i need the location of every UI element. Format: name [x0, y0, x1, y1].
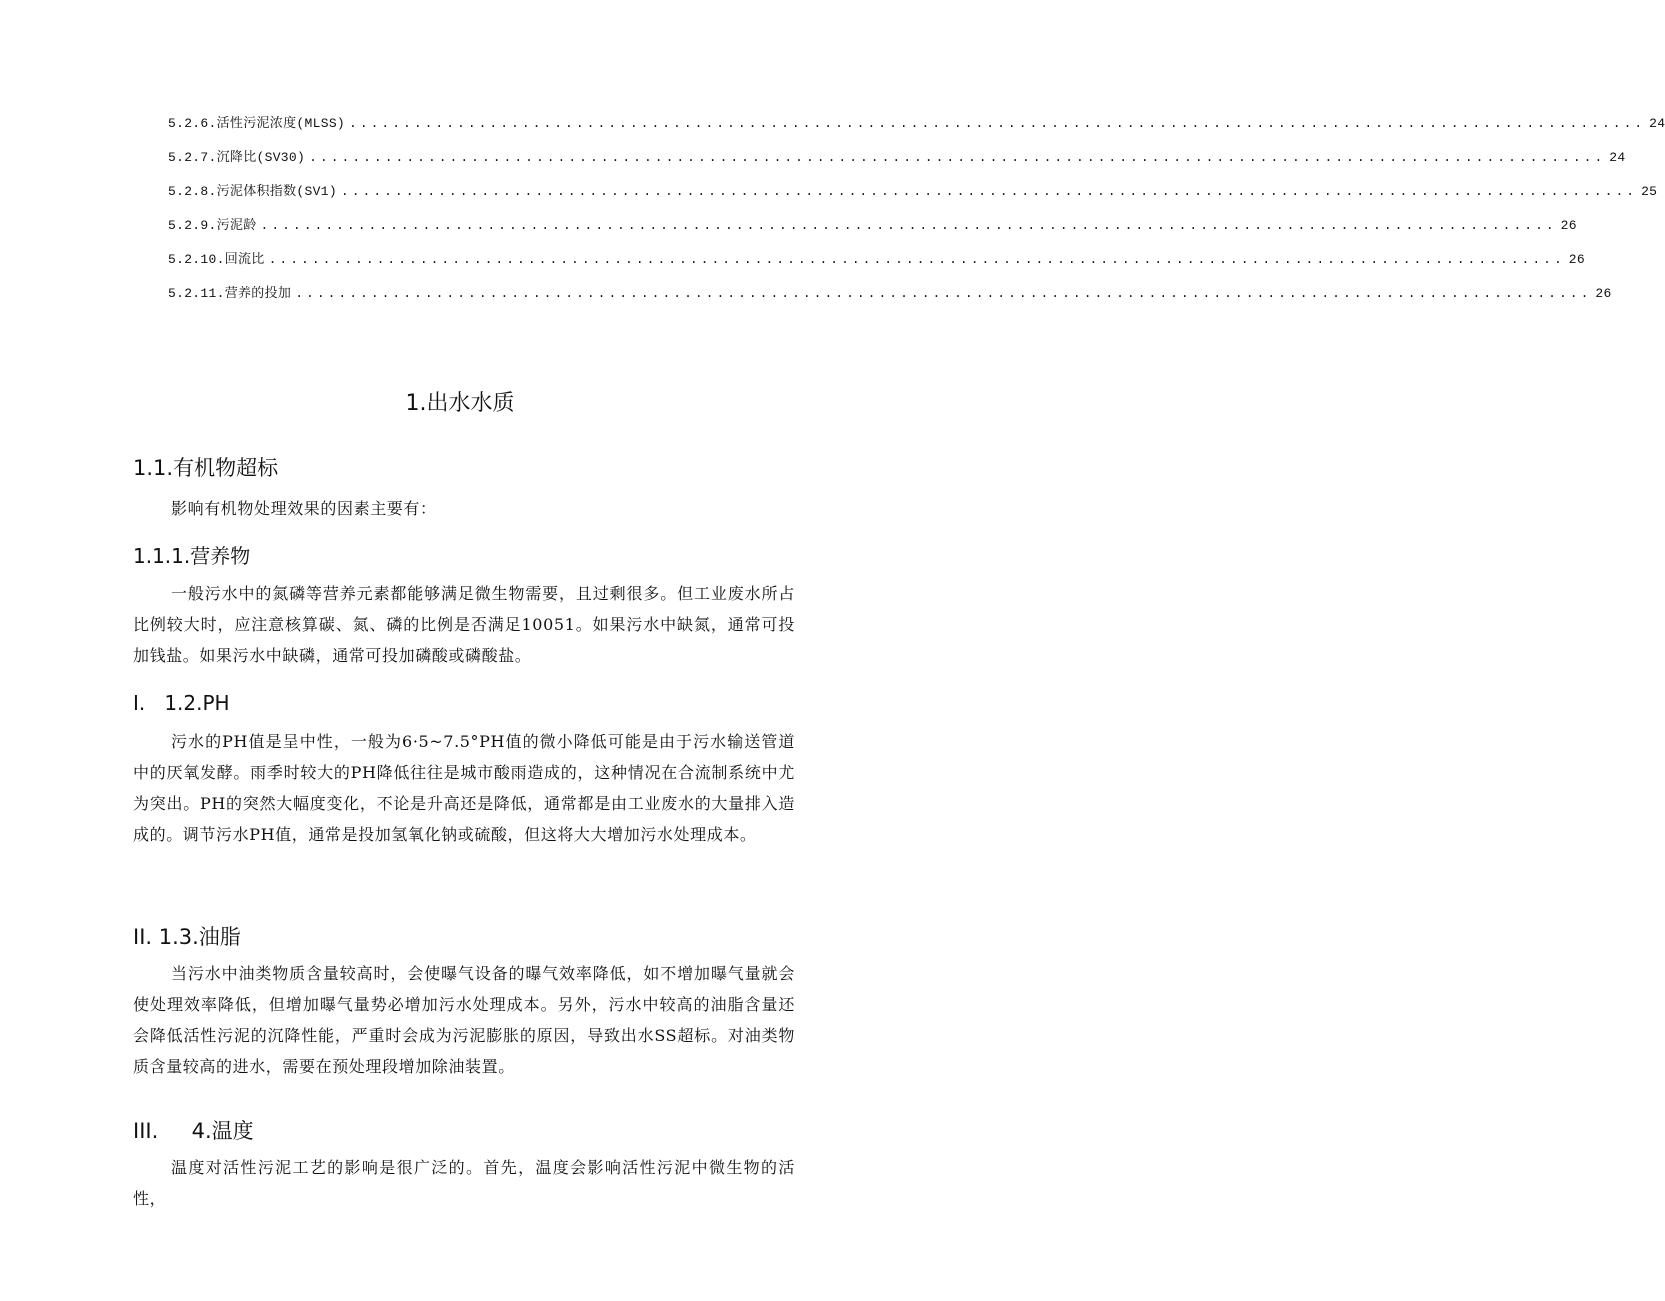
toc-entry-label: 5.2.10.回流比 [168, 252, 265, 267]
section-text-temperature: 温度对活性污泥工艺的影响是很广泛的。首先，温度会影响活性污泥中微生物的活性， [133, 1158, 795, 1208]
toc-entry-label: 5.2.8.污泥体积指数(SV1) [168, 184, 337, 199]
toc-entry-page: 24 [1609, 150, 1626, 165]
toc-entry[interactable] [168, 233, 1585, 267]
toc-entry-page: 26 [1568, 252, 1585, 267]
toc-entry-label: 5.2.11.营养的投加 [168, 286, 292, 301]
section-text-grease: 当污水中油类物质含量较高时，会使曝气设备的曝气效率降低，如不增加曝气量就会使处理效率降低，但增加曝气量势必增加污水处理成本。另外，污水中较高的油脂含量还会降低活性污泥的沉降性能，严重时会成为污泥膨胀的原因，导致出水SS超标。对油类物质含量较高的进水，需要在预处理段增加除油装置。 [133, 964, 795, 1076]
toc-leader-dots: ........................................................................................................................ [349, 116, 1646, 131]
toc-entry-label: 5.2.7.沉降比(SV30) [168, 150, 306, 165]
toc-entry-page: 24 [1649, 116, 1665, 131]
toc-entry[interactable] [168, 97, 1665, 131]
section-heading-grease: II. 1.3.油脂 [133, 925, 241, 949]
section-text-ph: 污水的PH值是呈中性，一般为6·5~7.5°PH值的微小降低可能是由于污水输送管道中的厌氧发酵。雨季时较大的PH降低往往是城市酸雨造成的，这种情况在合流制系统中尤为突出。PH的突然大幅度变化，不论是升高还是降低，通常都是由工业废水的大量排入造成的。调节污水PH值，通常是投加氢氧化钠或硫酸，但这将大大增加污水处理成本。 [133, 732, 795, 844]
toc-entry-page: 25 [1641, 184, 1658, 199]
toc-entry[interactable] [168, 131, 1626, 165]
section-text-organic: 影响有机物处理效果的因素主要有： [171, 499, 437, 518]
toc-entry-page: 26 [1560, 218, 1577, 233]
section-text-nutrients: 一般污水中的氮磷等营养元素都能够满足微生物需要，且过剩很多。但工业废水所占比例较大时，应注意核算碳、氮、磷的比例是否满足10051。如果污水中缺氮，通常可投加钱盐。如果污水中缺磷，通常可投加磷酸或磷酸盐。 [133, 584, 795, 665]
section-heading-ph: I. 1.2.PH [133, 691, 230, 715]
toc-entry[interactable] [168, 165, 1658, 199]
toc-entry-label: 5.2.9.污泥龄 [168, 218, 257, 233]
chapter-title: 1.出水水质 [405, 391, 515, 416]
toc-leader-dots: ........................................................................................................................ [309, 150, 1606, 165]
toc-leader-dots: ........................................................................................................................ [268, 252, 1565, 267]
toc-entry[interactable] [168, 267, 1612, 301]
toc-leader-dots: ........................................................................................................................ [260, 218, 1557, 233]
section-heading-nutrients: 1.1.1.营养物 [133, 544, 251, 568]
section-heading-temperature: III. 4.温度 [133, 1119, 254, 1143]
toc-entry-label: 5.2.6.活性污泥浓度(MLSS) [168, 116, 346, 131]
toc-leader-dots: ........................................................................................................................ [295, 286, 1592, 301]
toc-entry-page: 26 [1595, 286, 1612, 301]
toc-entry[interactable] [168, 199, 1577, 233]
table-of-contents [168, 97, 1665, 301]
toc-leader-dots: ........................................................................................................................ [340, 184, 1638, 199]
section-heading-organic: 1.1.有机物超标 [133, 456, 279, 480]
